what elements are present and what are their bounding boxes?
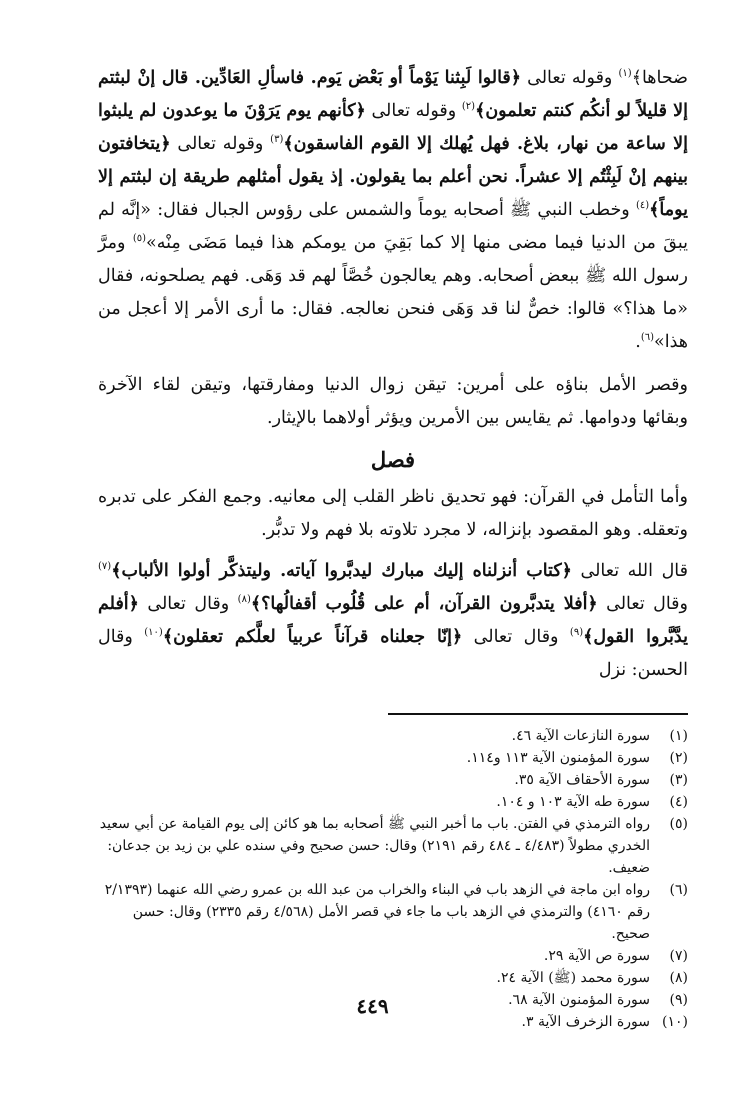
- footnotes: [98, 725, 688, 1033]
- footnote-text: سورة طه الآية ١٠٣ و ١٠٤.: [496, 794, 650, 810]
- footnote-text: رواه الترمذي في الفتن. باب ما أخبر النبي ﷺ أصحابه بما هو كائن إلى يوم القيامة عن أبي سعيد الخدري مطولاً (٤/٤٨٣ ـ ٤٨٤ رقم ٢١٩١) وقال: حسن صحيح وفي سنده علي بن زيد بن جدعان: ضعيف.: [99, 816, 650, 876]
- footnote-number: (٧): [669, 948, 688, 964]
- quran-verse: ﴿قالوا لَبِثنا يَوْماً أو بَعْض يَوم. فاسألِ العَادِّين. قال إنْ لبثتم إلا قليلاً لو أنكُم كنتم تعلمون﴾: [98, 68, 688, 121]
- footnote: [98, 945, 688, 967]
- footnote-number: (٤): [669, 794, 688, 810]
- quran-verse: ﴿أفلا يتدبَّرون القرآن، أم على قُلُوب أقفالُها؟﴾: [250, 594, 598, 614]
- footnote-ref: (٧): [98, 561, 112, 573]
- text-run: وقال الحسن: نزل: [98, 627, 688, 680]
- footnote-ref: (٣): [270, 134, 284, 146]
- footnote-ref: (٢): [461, 101, 476, 113]
- paragraph: [98, 369, 688, 435]
- footnote-number: (١): [669, 728, 688, 744]
- text-run: وقال تعالى: [138, 594, 238, 614]
- footnote-number: (٦): [669, 882, 688, 898]
- quran-verse: ﴿إنّا جعلناه قرآناً عربياً لعلَّكم تعقلون﴾: [162, 627, 463, 647]
- paragraph: [98, 555, 688, 687]
- footnote: [98, 725, 688, 747]
- quran-verse: ﴿كأنهم يوم يَرَوْنَ ما يوعدون لم يلبثوا إلا ساعة من نهار، بلاغ. فهل يُهلك إلا القوم الفاسقون﴾: [98, 101, 689, 154]
- footnote-text: سورة الأحقاف الآية ٣٥.: [514, 772, 650, 788]
- footnote: [98, 879, 688, 945]
- quran-verse: ﴿كتاب أنزلناه إليك مبارك ليدبَّروا آياته. وليتذكَّر أولوا الألباب﴾: [111, 561, 572, 581]
- page-number: ٤٤٩: [356, 994, 389, 1018]
- text-run: وقوله تعالى: [170, 134, 271, 154]
- footnote-number: (٩): [669, 992, 688, 1008]
- text-run: وقصر الأمل بناؤه على أمرين: تيقن زوال الدنيا ومفارقتها، وتيقن لقاء الآخرة وبقائها ودوامها. ثم يقايس بين الأمرين ويؤثر أولاهما بالإيثار.: [98, 375, 688, 428]
- page: [98, 62, 688, 1033]
- footnote: [98, 791, 688, 813]
- text-run: وقال تعالى: [597, 594, 688, 614]
- footnote-ref: (٥): [132, 233, 147, 245]
- text-run: ومرَّ رسول الله ﷺ ببعض أصحابه. وهم يعالجون خُصَّاً لهم قد وَهَى. فهم يصلحونه، فقال «ما هذا؟» قالوا: خصٌّ لنا قد وَهَى فنحن نعالجه. فقال: ما أرى الأمر إلا أعجل من هذا»: [98, 233, 688, 352]
- footnote-ref: (١٠): [144, 627, 163, 639]
- paragraph: [98, 481, 688, 547]
- text-run: وقال تعالى: [462, 627, 570, 647]
- footnote-text: سورة الزخرف الآية ٣.: [521, 1014, 650, 1030]
- footnote-number: (٢): [669, 750, 688, 766]
- footnote-number: (٨): [669, 970, 688, 986]
- paragraph: [98, 62, 688, 359]
- footnote-text: سورة النازعات الآية ٤٦.: [511, 728, 650, 744]
- main-text: [98, 62, 688, 687]
- text-run: ضحاها﴾: [631, 68, 688, 88]
- text-run: وأما التأمل في القرآن: فهو تحديق ناظر القلب إلى معانيه. وجمع الفكر على تدبره وتعقله. وهو المقصود بإنزاله، لا مجرد تلاوته بلا فهم ولا تدبُّر.: [98, 487, 688, 540]
- footnote-ref: (٦): [640, 332, 655, 344]
- text-run: قال الله تعالى: [571, 561, 688, 581]
- footnote-separator: [388, 713, 688, 715]
- text-run: .: [635, 332, 641, 352]
- footnote-text: سورة ص الآية ٢٩.: [543, 948, 650, 964]
- footnote: [98, 769, 688, 791]
- section-heading: فصل: [370, 447, 416, 472]
- text-run: وقوله تعالى: [365, 101, 462, 121]
- footnote-number: (٥): [669, 816, 688, 832]
- footnote-ref: (٨): [237, 594, 251, 606]
- footnote-number: (١٠): [662, 1014, 688, 1030]
- quran-verse: ﴿أفلم يدَّبَّروا القول﴾: [98, 594, 688, 647]
- footnote-text: سورة المؤمنون الآية ١١٣ و١١٤.: [466, 750, 650, 766]
- footnote-text: رواه ابن ماجة في الزهد باب في البناء والخراب من عبد الله بن عمرو رضي الله عنهما (٢/١٣٩٣ رقم ٤١٦٠) والترمذي في الزهد باب ما جاء في قصر الأمل (٤/٥٦٨ رقم ٢٣٣٥) وقال: حسن صحيح.: [104, 882, 650, 942]
- text-run: وقوله تعالى: [521, 68, 619, 88]
- quran-verse: ﴿يتخافتون بينهم إنْ لَبِثْتُم إلا عشراً. نحن أعلم بما يقولون. إذ يقول أمثلهم طريقة إن لبثتم إلا يوماً﴾: [98, 134, 688, 220]
- footnote-ref: (١): [618, 68, 632, 80]
- footnote: [98, 967, 688, 989]
- footnote-ref: (٩): [569, 627, 584, 639]
- footnote-text: سورة المؤمنون الآية ٦٨.: [508, 992, 650, 1008]
- text-run: وخطب النبي ﷺ أصحابه يوماً والشمس على رؤوس الجبال فقال: «إنَّه لم يبقَ من الدنيا فيما مضى منها إلا كما بَقِيَ من يومكم هذا فيما مَضَى مِنْه»: [98, 200, 688, 253]
- footnote: [98, 813, 688, 879]
- footnote-text: سورة محمد (ﷺ) الآية ٢٤.: [496, 970, 650, 986]
- footnote: [98, 747, 688, 769]
- footnote-ref: (٤): [635, 200, 650, 212]
- footnote-number: (٣): [669, 772, 688, 788]
